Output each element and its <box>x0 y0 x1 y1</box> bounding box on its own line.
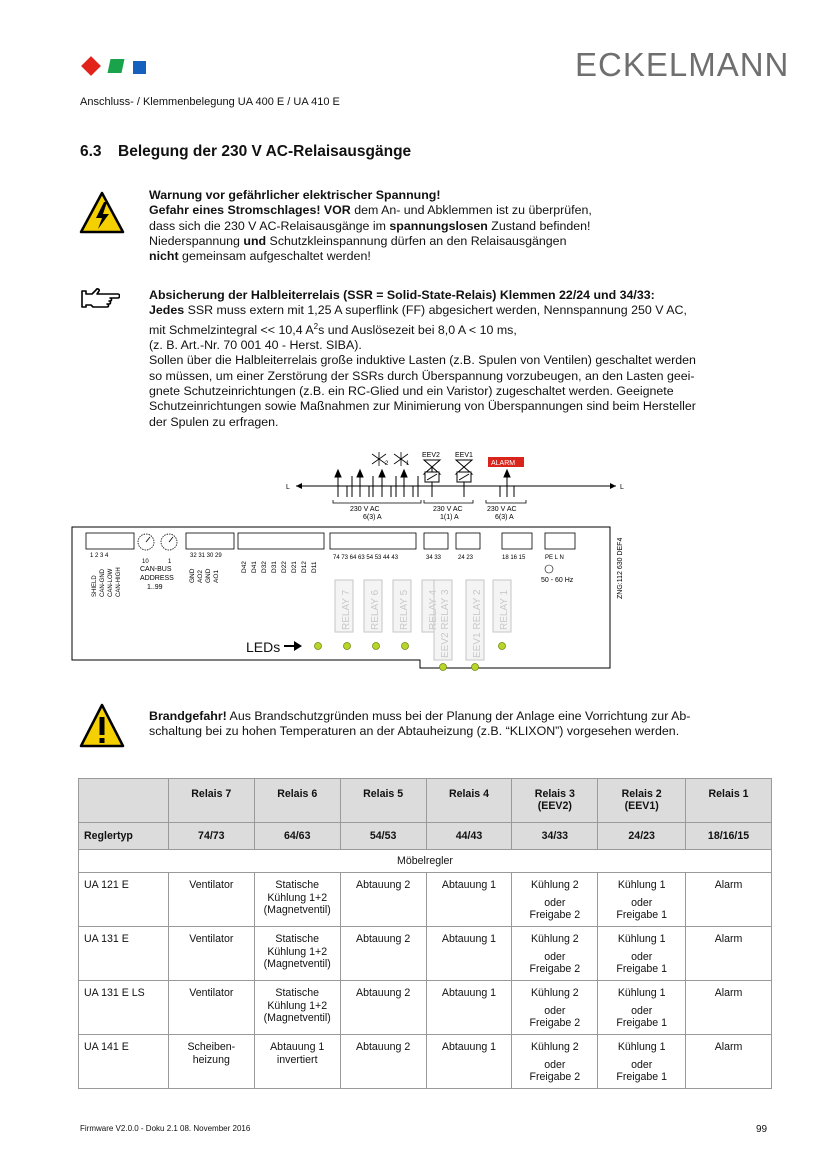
dial-label-10: 10 <box>142 559 149 565</box>
svg-text:CAN-HIGH: CAN-HIGH <box>116 567 122 597</box>
svg-text:GND: GND <box>189 568 196 583</box>
relay-terminal-numbers-3: 24 23 <box>458 555 474 561</box>
warning-line-4: Niederspannung und Schutzkleinspannung dürfen an den Relaisausgängen <box>149 233 567 248</box>
ao-labels <box>189 568 220 583</box>
note-line-3: (z. B. Art.-Nr. 70 001 40 - Herst. SIBA). <box>149 338 362 353</box>
alarm-arrow <box>500 470 514 497</box>
note-line-2: mit Schmelzintegral << 10,4 $A^2s$ und Auslösezeit bei 8,0 A < 10 ms, <box>149 321 517 337</box>
logo-blue-square <box>133 61 146 74</box>
pointing-hand-icon <box>80 288 120 310</box>
svg-text:D32: D32 <box>261 561 268 573</box>
canbus-label-3: 1..99 <box>147 584 163 591</box>
header-cell: Relais 3 (EEV2) <box>512 779 598 823</box>
svg-text:CAN-LOW: CAN-LOW <box>108 568 114 597</box>
header-cell: Relais 7 <box>168 779 254 823</box>
svg-text:RELAY 6: RELAY 6 <box>370 589 381 630</box>
footer-text: Firmware V2.0.0 - Doku 2.1 08. November 2016 <box>80 1124 251 1133</box>
relay-terminal-numbers-1: 74 73 64 63 54 53 44 43 <box>333 555 399 561</box>
svg-text:CAN-GND: CAN-GND <box>100 569 106 597</box>
table-type-row: Reglertyp 74/73 64/63 54/53 44/43 34/33 24/23 18/16/15 <box>79 823 772 850</box>
svg-text:D41: D41 <box>251 561 258 573</box>
canbus-label-2: ADDRESS <box>140 575 174 582</box>
table-row: UA 141 E Scheiben- heizung Abtauung 1 invertiert Abtauung 2 Abtauung 1 Kühlung 2 oder Freigabe 2 Kühlung 1 oder Freigabe 1 Alarm <box>79 1035 772 1089</box>
section-heading <box>80 143 411 161</box>
power-terminal-labels: PE L N <box>545 555 564 561</box>
supply3-current: 6(3) A <box>495 514 514 521</box>
fan-2-icon <box>372 452 386 466</box>
svg-text:RELAY 7: RELAY 7 <box>341 589 352 630</box>
svg-text:RELAY 1: RELAY 1 <box>499 589 510 630</box>
fan-1-label: 1 <box>406 461 410 467</box>
supply-brackets <box>333 500 526 503</box>
warning-text <box>149 188 592 264</box>
logo-green-square <box>108 59 125 73</box>
svg-text:RELAY 4: RELAY 4 <box>428 589 439 630</box>
warning-line-2: Gefahr eines Stromschlages! VOR dem An- und Abklemmen ist zu überprüfen, <box>149 203 592 218</box>
header-cell: Relais 6 <box>254 779 340 823</box>
header-cell: Relais 4 <box>426 779 512 823</box>
svg-text:D22: D22 <box>281 561 288 573</box>
svg-text:RELAY 5: RELAY 5 <box>399 589 410 630</box>
note-text <box>149 288 696 430</box>
relay-assignment-table <box>78 778 772 1089</box>
drawing-number: ZNG:112 630 DEF4 <box>617 537 624 599</box>
fire-warning-text <box>149 709 690 740</box>
output-arrows <box>335 470 418 497</box>
header-cell: Relais 1 <box>686 779 772 823</box>
note-line-8: der Spulen zu erfragen. <box>149 414 279 429</box>
note-line-4: Sollen über die Halbleiterrelais große induktive Lasten (z.B. Spulen von Ventilen) geschaltet werden <box>149 353 696 368</box>
valve-icons <box>424 460 472 497</box>
table-row: UA 121 E Ventilator Statische Kühlung 1+2 (Magnetventil) Abtauung 2 Abtauung 1 Kühlung 2 oder Freigabe 2 Kühlung 1 oder Freigabe 1 Alarm <box>79 873 772 927</box>
dial-label-1: 1 <box>168 559 172 565</box>
note-line-1: Jedes SSR muss extern mit 1,25 A superflink (FF) abgesichert werden, Nennspannung 250 V AC, <box>149 303 687 318</box>
note-line-7: Schutzeinrichtungen sowie Maßnahmen zur Minimierung von Überspannungen sind beim Hersteller <box>149 399 696 414</box>
supply1-voltage: 230 V AC <box>350 506 380 513</box>
section-number: 6.3 <box>80 143 102 160</box>
fan-2-label: 2 <box>385 461 389 467</box>
svg-text:D21: D21 <box>291 561 298 573</box>
table-header-row <box>79 779 772 823</box>
svg-text:AO1: AO1 <box>213 569 220 583</box>
supply1-current: 6(3) A <box>363 514 382 521</box>
table-row: UA 131 E Ventilator Statische Kühlung 1+2 (Magnetventil) Abtauung 2 Abtauung 1 Kühlung 2 oder Freigabe 2 Kühlung 1 oder Freigabe 1 Alarm <box>79 927 772 981</box>
svg-text:D11: D11 <box>311 561 318 573</box>
svg-text:D12: D12 <box>301 561 308 573</box>
brand-name: ECKELMANN <box>575 46 790 83</box>
svg-text:D31: D31 <box>271 561 278 573</box>
warning-line-1: Warnung vor gefährlicher elektrischer Spannung! <box>149 188 441 202</box>
svg-text:GND: GND <box>205 568 212 583</box>
high-voltage-warning-icon <box>79 190 125 236</box>
ao-terminal-numbers: 32 31 30 29 <box>190 553 222 559</box>
header-cell <box>79 779 169 823</box>
frequency-label: 50 - 60 Hz <box>541 577 574 584</box>
svg-text:EEV2 RELAY 3: EEV2 RELAY 3 <box>440 589 451 658</box>
note-line-5: so müssen, um einer Zerstörung der SSRs durch Überspannung vorzubeugen, an den Lasten geei- <box>149 368 695 383</box>
relay-terminal-numbers-2: 34 33 <box>426 555 442 561</box>
svg-text:EEV1 RELAY 2: EEV1 RELAY 2 <box>472 589 483 658</box>
section-title: Belegung der 230 V AC-Relaisausgänge <box>118 143 412 160</box>
ground-icon <box>545 565 553 573</box>
svg-text:SHIELD: SHIELD <box>92 575 98 597</box>
bus-terminal-numbers: 1 2 3 4 <box>90 553 109 559</box>
line-l-right: L <box>620 484 624 491</box>
relay-wiring-diagram <box>0 440 827 680</box>
supply2-current: 1(1) A <box>440 514 459 521</box>
note-line-6: gnete Schutzeinrichtungen (z.B. ein RC-Glied und ein Varistor) zugeschaltet werden. Geeignete <box>149 383 674 398</box>
leds-label: LEDs <box>246 639 281 655</box>
supply3-voltage: 230 V AC <box>487 506 517 513</box>
line-l-left: L <box>286 484 290 491</box>
warning-line-3: dass sich die 230 V AC-Relaisausgänge im spannungslosen Zustand befinden! <box>149 218 591 233</box>
svg-text:D42: D42 <box>241 561 248 573</box>
exclamation-warning-icon <box>79 702 125 750</box>
canbus-label-1: CAN-BUS <box>140 566 172 573</box>
header-cell: Relais 5 <box>340 779 426 823</box>
warning-line-5: nicht gemeinsam aufgeschaltet werden! <box>149 249 371 264</box>
eev2-label: EEV2 <box>422 452 440 459</box>
document-subtitle: Anschluss- / Klemmenbelegung UA 400 E / UA 410 E <box>80 96 340 108</box>
table-group-row: Möbelregler <box>79 850 772 873</box>
header-cell: Relais 2 (EEV1) <box>598 779 686 823</box>
supply2-voltage: 230 V AC <box>433 506 463 513</box>
alarm-label: ALARM <box>491 460 516 467</box>
fire-line-2: schaltung bei zu hohen Temperaturen an der Abtauheizung (z.B. “KLIXON”) vorgesehen werden. <box>149 724 680 739</box>
page-number: 99 <box>756 1124 768 1135</box>
svg-text:AO2: AO2 <box>197 569 204 583</box>
relay-terminal-numbers-4: 18 16 15 <box>502 555 526 561</box>
note-heading: Absicherung der Halbleiterrelais (SSR = Solid-State-Relais) Klemmen 22/24 und 34/33: <box>149 288 655 302</box>
fire-line-1: Brandgefahr! Aus Brandschutzgründen muss bei der Planung der Anlage eine Vorrichtung zur Ab- <box>149 709 691 723</box>
table-row: UA 131 E LS Ventilator Statische Kühlung 1+2 (Magnetventil) Abtauung 2 Abtauung 1 Kühlung 2 oder Freigabe 2 Kühlung 1 oder Freigabe 1 Alarm <box>79 981 772 1035</box>
eev1-label: EEV1 <box>455 452 473 459</box>
logo-red-square <box>81 56 101 76</box>
